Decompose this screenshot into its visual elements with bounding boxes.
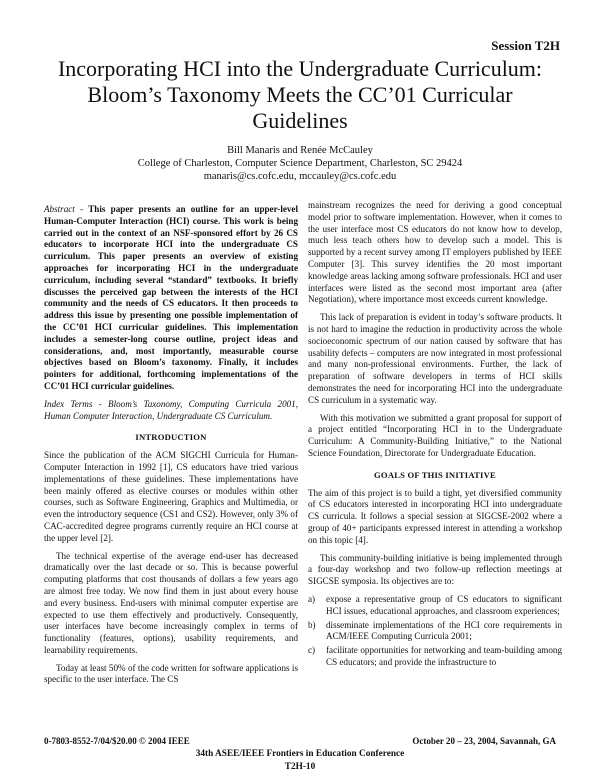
intro-paragraph-1: Since the publication of the ACM SIGCHI Curricula for Human-Computer Interaction in 1992 [1], CS educators have tried various implementations of these guidelines. These implementations have been mainly offered as elective courses or modules within other courses, such as Software Engineering, Graphics and Multimedia, or even the introductory sequence (CS1 and CS2). However, only 3% of CAC-accredited degree programs currently require an HCI course at the upper level [2]. <box>44 450 298 543</box>
abstract-label: Abstract - <box>44 204 84 214</box>
footer-page-number: T2H-10 <box>284 762 316 772</box>
goals-heading: GOALS OF THIS INITIATIVE <box>374 469 496 480</box>
right-paragraph-1: mainstream recognizes the need for deriving a good conceptual model prior to software implementation. However, when it comes to the user interface most CS educators do not know how to develop, much less teach others how to develop such a model. This is supported by a recent survey among IT employers published by IEEE Computer [3]. This survey identifies the 20 most important knowledge areas lacking among software professionals. HCI and user interfaces were listed as the second most important area (after Negotiation), where importance most exceeds current knowledge. <box>308 200 562 305</box>
list-item: b) disseminate implementations of the HCI core requirements in ACM/IEEE Computing Curricula 2001; <box>308 619 562 642</box>
footer-date-location: October 20 – 23, 2004, Savannah, GA <box>412 736 556 746</box>
right-paragraph-3: With this motivation we submitted a grant proposal for support of a project entitled “Incorporating HCI in to the Undergraduate Curriculum: A Community-Building Initiative,” to the National Science Foundation, Directorate for Undergraduate Education. <box>308 412 562 458</box>
paper-title: Incorporating HCI into the Undergraduate Curriculum: Bloom’s Taxonomy Meets the CC’01 Curricular Guidelines <box>57 56 543 133</box>
objectives-list <box>308 594 562 669</box>
author-emails: manaris@cs.cofc.edu, mccauley@cs.cofc.edu <box>203 171 397 182</box>
session-label: Session T2H <box>491 38 560 53</box>
footer-copyright: 0-7803-8552-7/04/$20.00 © 2004 IEEE <box>44 736 190 746</box>
introduction-heading: INTRODUCTION <box>135 432 207 443</box>
right-paragraph-2: This lack of preparation is evident in today’s software products. It is not hard to imagine the reduction in productivity across the whole socioeconomic spectrum of our nation caused by software that has usability defects – computers are now integrated in most professional and many non-professional environments. Further, the lack of preparation of software developers in terms of HCI skills demonstrates the need for incorporating HCI into the undergraduate CS curriculum in a systematic way. <box>308 312 562 405</box>
intro-paragraph-3: Today at least 50% of the code written for software applications is specific to the user interface. The CS <box>44 662 298 685</box>
list-item: a) expose a representative group of CS educators to significant HCI issues, educational approaches, and classroom experiences; <box>308 593 562 616</box>
author-block <box>40 144 560 183</box>
goals-paragraph-1: The aim of this project is to build a tight, yet diversified community of CS educators interested in incorporating HCI into undergraduate CS curricula. It follows a special session at SIGCSE-2002 where a group of 40+ participants expressed interest in attending a workshop on this topic [4]. <box>308 487 562 545</box>
left-column <box>44 204 298 692</box>
abstract-text: This paper presents an outline for an upper-level Human-Computer Interaction (HCI) course. This work is being carried out in the context of an NSF-sponsored effort by 26 CS educators to incorporate HCI into the undergraduate CS curriculum. This paper presents an overview of existing approaches for incorporating HCI in the undergraduate curriculum, including several “standard” textbooks. It briefly discusses the perceived gap between the interests of the HCI community and the needs of CS educators. It then proceeds to address this issue by presenting one possible implementation of the CC’01 HCI curricular guidelines. This implementation includes a semester-long course outline, project ideas and considerations, and, most importantly, measurable course objectives based on Bloom’s taxonomy. Finally, it includes pointers for additional, forthcoming implementations of the CC’01 HCI curricular guidelines. <box>44 204 298 391</box>
goals-paragraph-2: This community-building initiative is being implemented through a four-day workshop and two follow-up reflection meetings at SIGCSE symposia. Its objectives are to: <box>308 552 562 587</box>
author-names: Bill Manaris and Renée McCauley <box>227 145 373 156</box>
footer-conference: 34th ASEE/IEEE Frontiers in Education Conference <box>195 749 405 759</box>
author-affiliation: College of Charleston, Computer Science Department, Charleston, SC 29424 <box>137 158 463 169</box>
right-column <box>308 200 562 671</box>
list-item: c) facilitate opportunities for networking and team-building among CS educators; and provide the infrastructure to <box>308 645 562 667</box>
abstract <box>44 204 298 393</box>
intro-paragraph-2: The technical expertise of the average end-user has decreased dramatically over the last decade or so. This is because powerful computing platforms that cost thousands of dollars a few years ago are almost free today. We now find them in just about every house and every business. End-users with minimal computer expertise are expected to use them effectively and productively. Consequently, user interfaces have become increasingly complex in terms of functionality (features, options), usability requirements, and learnability requirements. <box>44 550 298 655</box>
index-terms: Index Terms - Bloom’s Taxonomy, Computing Curricula 2001, Human Computer Interaction, Undergraduate CS Curriculum. <box>44 398 298 421</box>
